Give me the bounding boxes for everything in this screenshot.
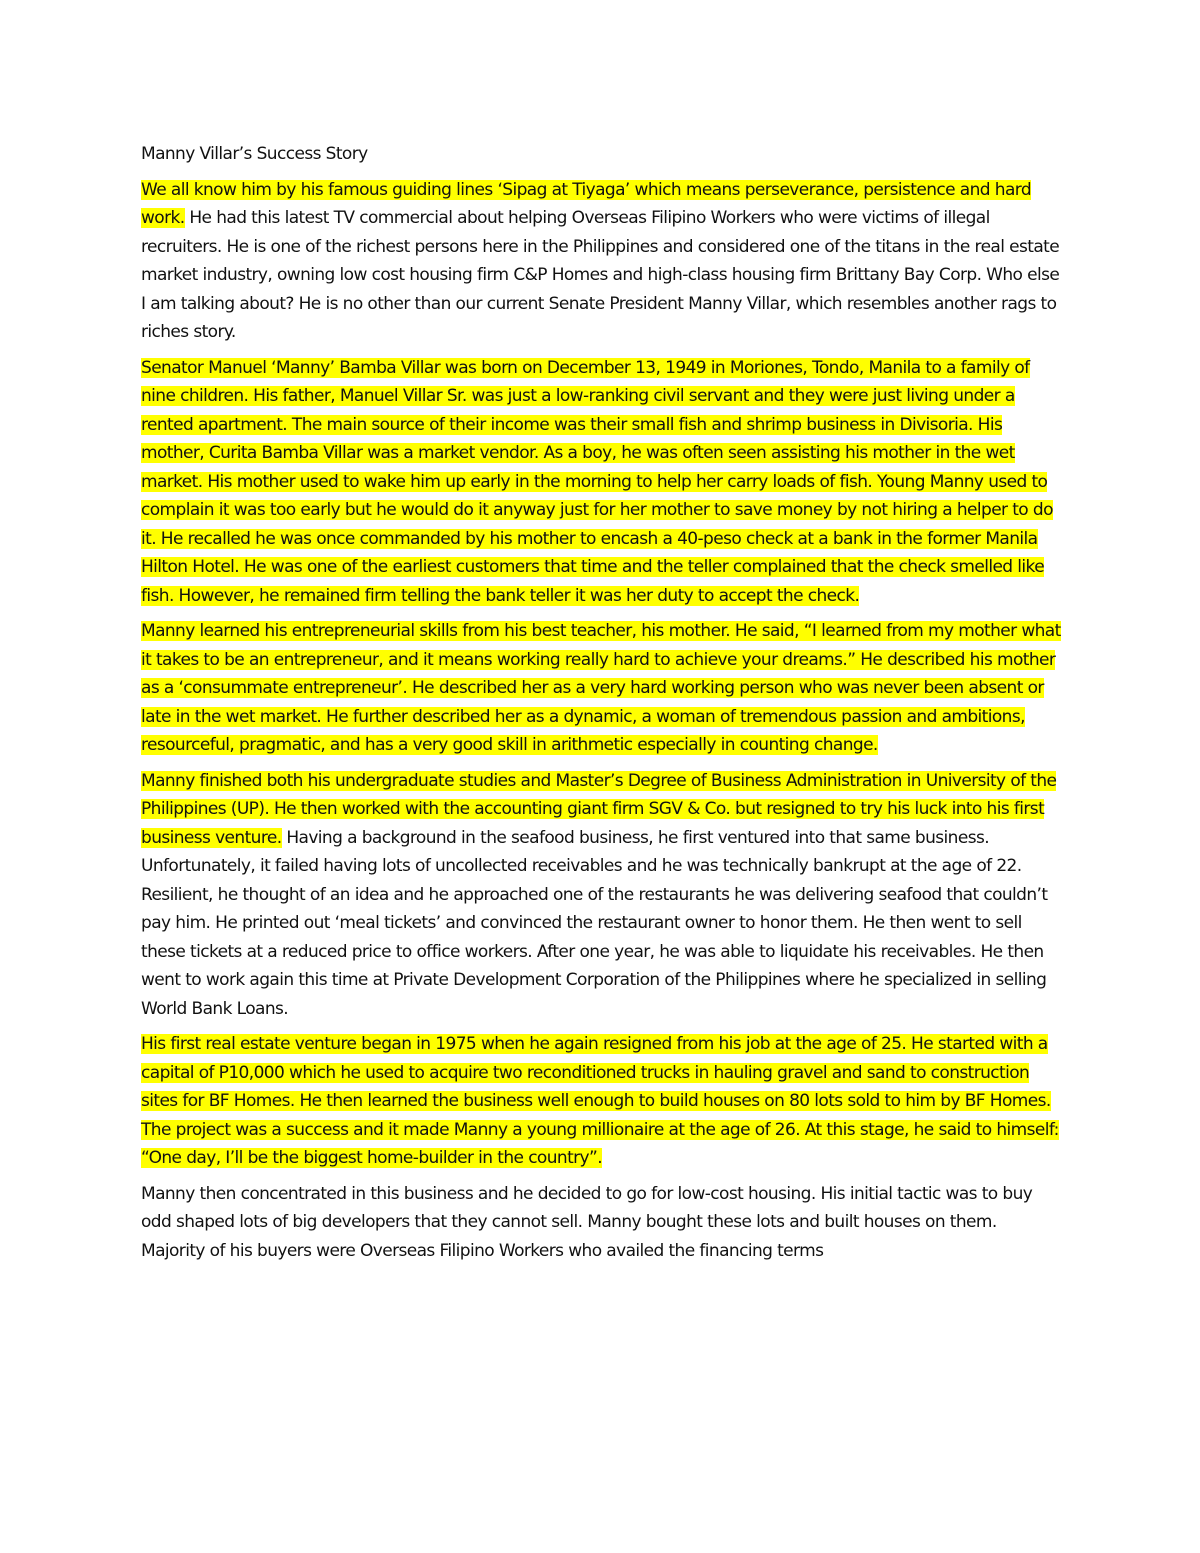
highlighted-text: Manny learned his entrepreneurial skills from his best teacher, his mother. He said, “I learned from my mother what it takes to be an entrepreneur, and it means working really hard to achieve your dreams.” He described his mother as a ‘consummate entrepreneur’. He described her as a very hard working person who was never been absent or late in the wet market. He further described her as a dynamic, a woman of tremendous passion and ambitions, resourceful, pragmatic, and has a very good skill in arithmetic especially in counting change. <box>141 621 1061 755</box>
paragraph-4 <box>141 767 1061 1024</box>
plain-text: He had this latest TV commercial about helping Overseas Filipino Workers who were victims of illegal recruiters. He is one of the richest persons here in the Philippines and considered one of the titans in the real estate market industry, owning low cost housing firm C&P Homes and high-class housing firm Brittany Bay Corp. Who else I am talking about? He is no other than our current Senate President Manny Villar, which resembles another rags to riches story. <box>141 208 1060 342</box>
plain-text: Having a background in the seafood business, he first ventured into that same business. Unfortunately, it failed having lots of uncollected receivables and he was technically bankrupt at the age of 22. Resilient, he thought of an idea and he approached one of the restaurants he was delivering seafood that couldn’t pay him. He printed out ‘meal tickets’ and convinced the restaurant owner to honor them. He then went to sell these tickets at a reduced price to office workers. After one year, he was able to liquidate his receivables. He then went to work again this time at Private Development Corporation of the Philippines where he specialized in selling World Bank Loans. <box>141 827 1048 1019</box>
document-page <box>141 140 1061 1272</box>
highlighted-text: Senator Manuel ‘Manny’ Bamba Villar was born on December 13, 1949 in Moriones, Tondo, Manila to a family of nine children. His father, Manuel Villar Sr. was just a low-ranking civil servant and they were just living under a rented apartment. The main source of their income was their small fish and shrimp business in Divisoria. His mother, Curita Bamba Villar was a market vendor. As a boy, he was often seen assisting his mother in the wet market. His mother used to wake him up early in the morning to help her carry loads of fish. Young Manny used to complain it was too early but he would do it anyway just for her mother to save money by not hiring a helper to do it. He recalled he was once commanded by his mother to encash a 40-peso check at a bank in the former Manila Hilton Hotel. He was one of the earliest customers that time and the teller complained that the check smelled like fish. However, he remained firm telling the bank teller it was her duty to accept the check. <box>141 357 1053 606</box>
plain-text: Manny then concentrated in this business and he decided to go for low-cost housing. His initial tactic was to buy odd shaped lots of big developers that they cannot sell. Manny bought these lots and built houses on them. Majority of his buyers were Overseas Filipino Workers who availed the financing terms <box>141 1183 1033 1261</box>
paragraph-5 <box>141 1030 1061 1173</box>
highlighted-text: His first real estate venture began in 1975 when he again resigned from his job at the age of 25. He started with a capital of P10,000 which he used to acquire two reconditioned trucks in hauling gravel and sand to construction sites for BF Homes. He then learned the business well enough to build houses on 80 lots sold to him by BF Homes. The project was a success and it made Manny a young millionaire at the age of 26. At this stage, he said to himself: “One day, I’ll be the biggest home-builder in the country”. <box>141 1034 1059 1168</box>
paragraph-3 <box>141 617 1061 760</box>
highlighted-text: We all know him by his famous guiding lines ‘Sipag at Tiyaga’ which means perseverance, persistence and hard work. <box>141 179 1032 228</box>
paragraph-1 <box>141 176 1061 347</box>
document-title: Manny Villar’s Success Story <box>141 144 368 164</box>
paragraph-2 <box>141 354 1061 611</box>
paragraph-6 <box>141 1180 1061 1266</box>
highlighted-text: Manny finished both his undergraduate studies and Master’s Degree of Business Administration in University of the Philippines (UP). He then worked with the accounting giant firm SGV & Co. but resigned to try his luck into his first business venture. <box>141 770 1057 848</box>
